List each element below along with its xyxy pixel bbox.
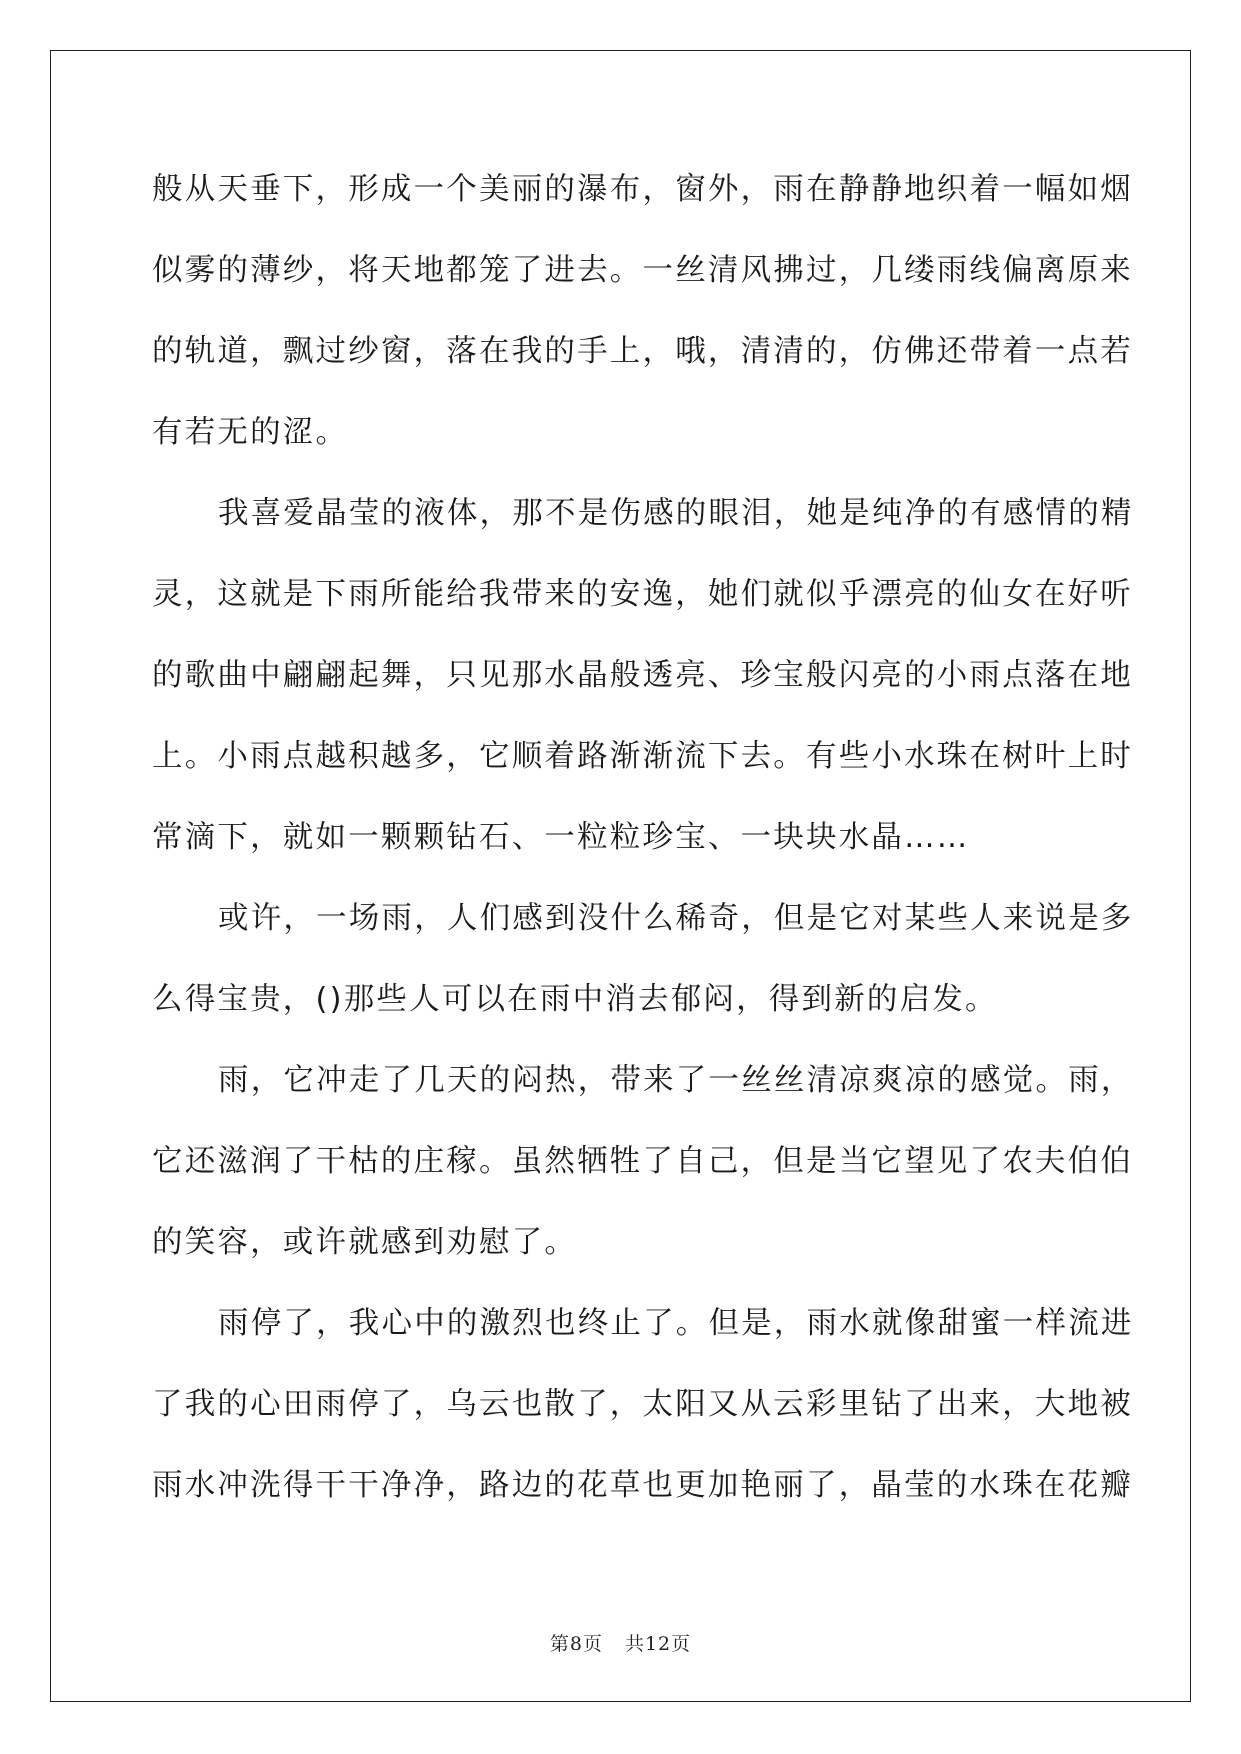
text-line: 么得宝贵，()那些人可以在雨中消去郁闷，得到新的启发。	[152, 982, 998, 1017]
text-line: 的歌曲中翩翩起舞，只见那水晶般透亮、珍宝般闪亮的小雨点落在地	[152, 658, 1133, 693]
text-line: 常滴下，就如一颗颗钻石、一粒粒珍宝、一块块水晶……	[152, 820, 970, 855]
text-line: 的轨道，飘过纱窗，落在我的手上，哦，清清的，仿佛还带着一点若	[152, 334, 1133, 369]
page-total: 共12页	[624, 1633, 692, 1655]
text-line: 了我的心田雨停了，乌云也散了，太阳又从云彩里钻了出来，大地被	[152, 1387, 1133, 1422]
text-line: 似雾的薄纱，将天地都笼了进去。一丝清风拂过，几缕雨线偏离原来	[152, 253, 1133, 288]
text-line: 有若无的涩。	[152, 415, 349, 450]
text-line: 我喜爱晶莹的液体，那不是伤感的眼泪，她是纯净的有感情的精	[218, 496, 1134, 531]
text-line: 的笑容，或许就感到劝慰了。	[152, 1225, 578, 1260]
text-line: 雨停了，我心中的激烈也终止了。但是，雨水就像甜蜜一样流进	[218, 1306, 1134, 1341]
text-line: 上。小雨点越积越多，它顺着路渐渐流下去。有些小水珠在树叶上时	[152, 739, 1133, 774]
text-line: 般从天垂下，形成一个美丽的瀑布，窗外，雨在静静地织着一幅如烟	[152, 172, 1133, 207]
document-body	[152, 158, 1134, 1535]
text-line: 雨水冲洗得干干净净，路边的花草也更加艳丽了，晶莹的水珠在花瓣	[152, 1468, 1133, 1503]
text-line: 雨，它冲走了几天的闷热，带来了一丝丝清凉爽凉的感觉。雨，	[218, 1063, 1134, 1098]
page-number: 第8页	[549, 1633, 603, 1655]
page-footer	[0, 1629, 1241, 1656]
text-line: 灵，这就是下雨所能给我带来的安逸，她们就似乎漂亮的仙女在好听	[152, 577, 1133, 612]
text-line: 它还滋润了干枯的庄稼。虽然牺牲了自己，但是当它望见了农夫伯伯	[152, 1144, 1133, 1179]
text-line: 或许，一场雨，人们感到没什么稀奇，但是它对某些人来说是多	[218, 901, 1134, 936]
